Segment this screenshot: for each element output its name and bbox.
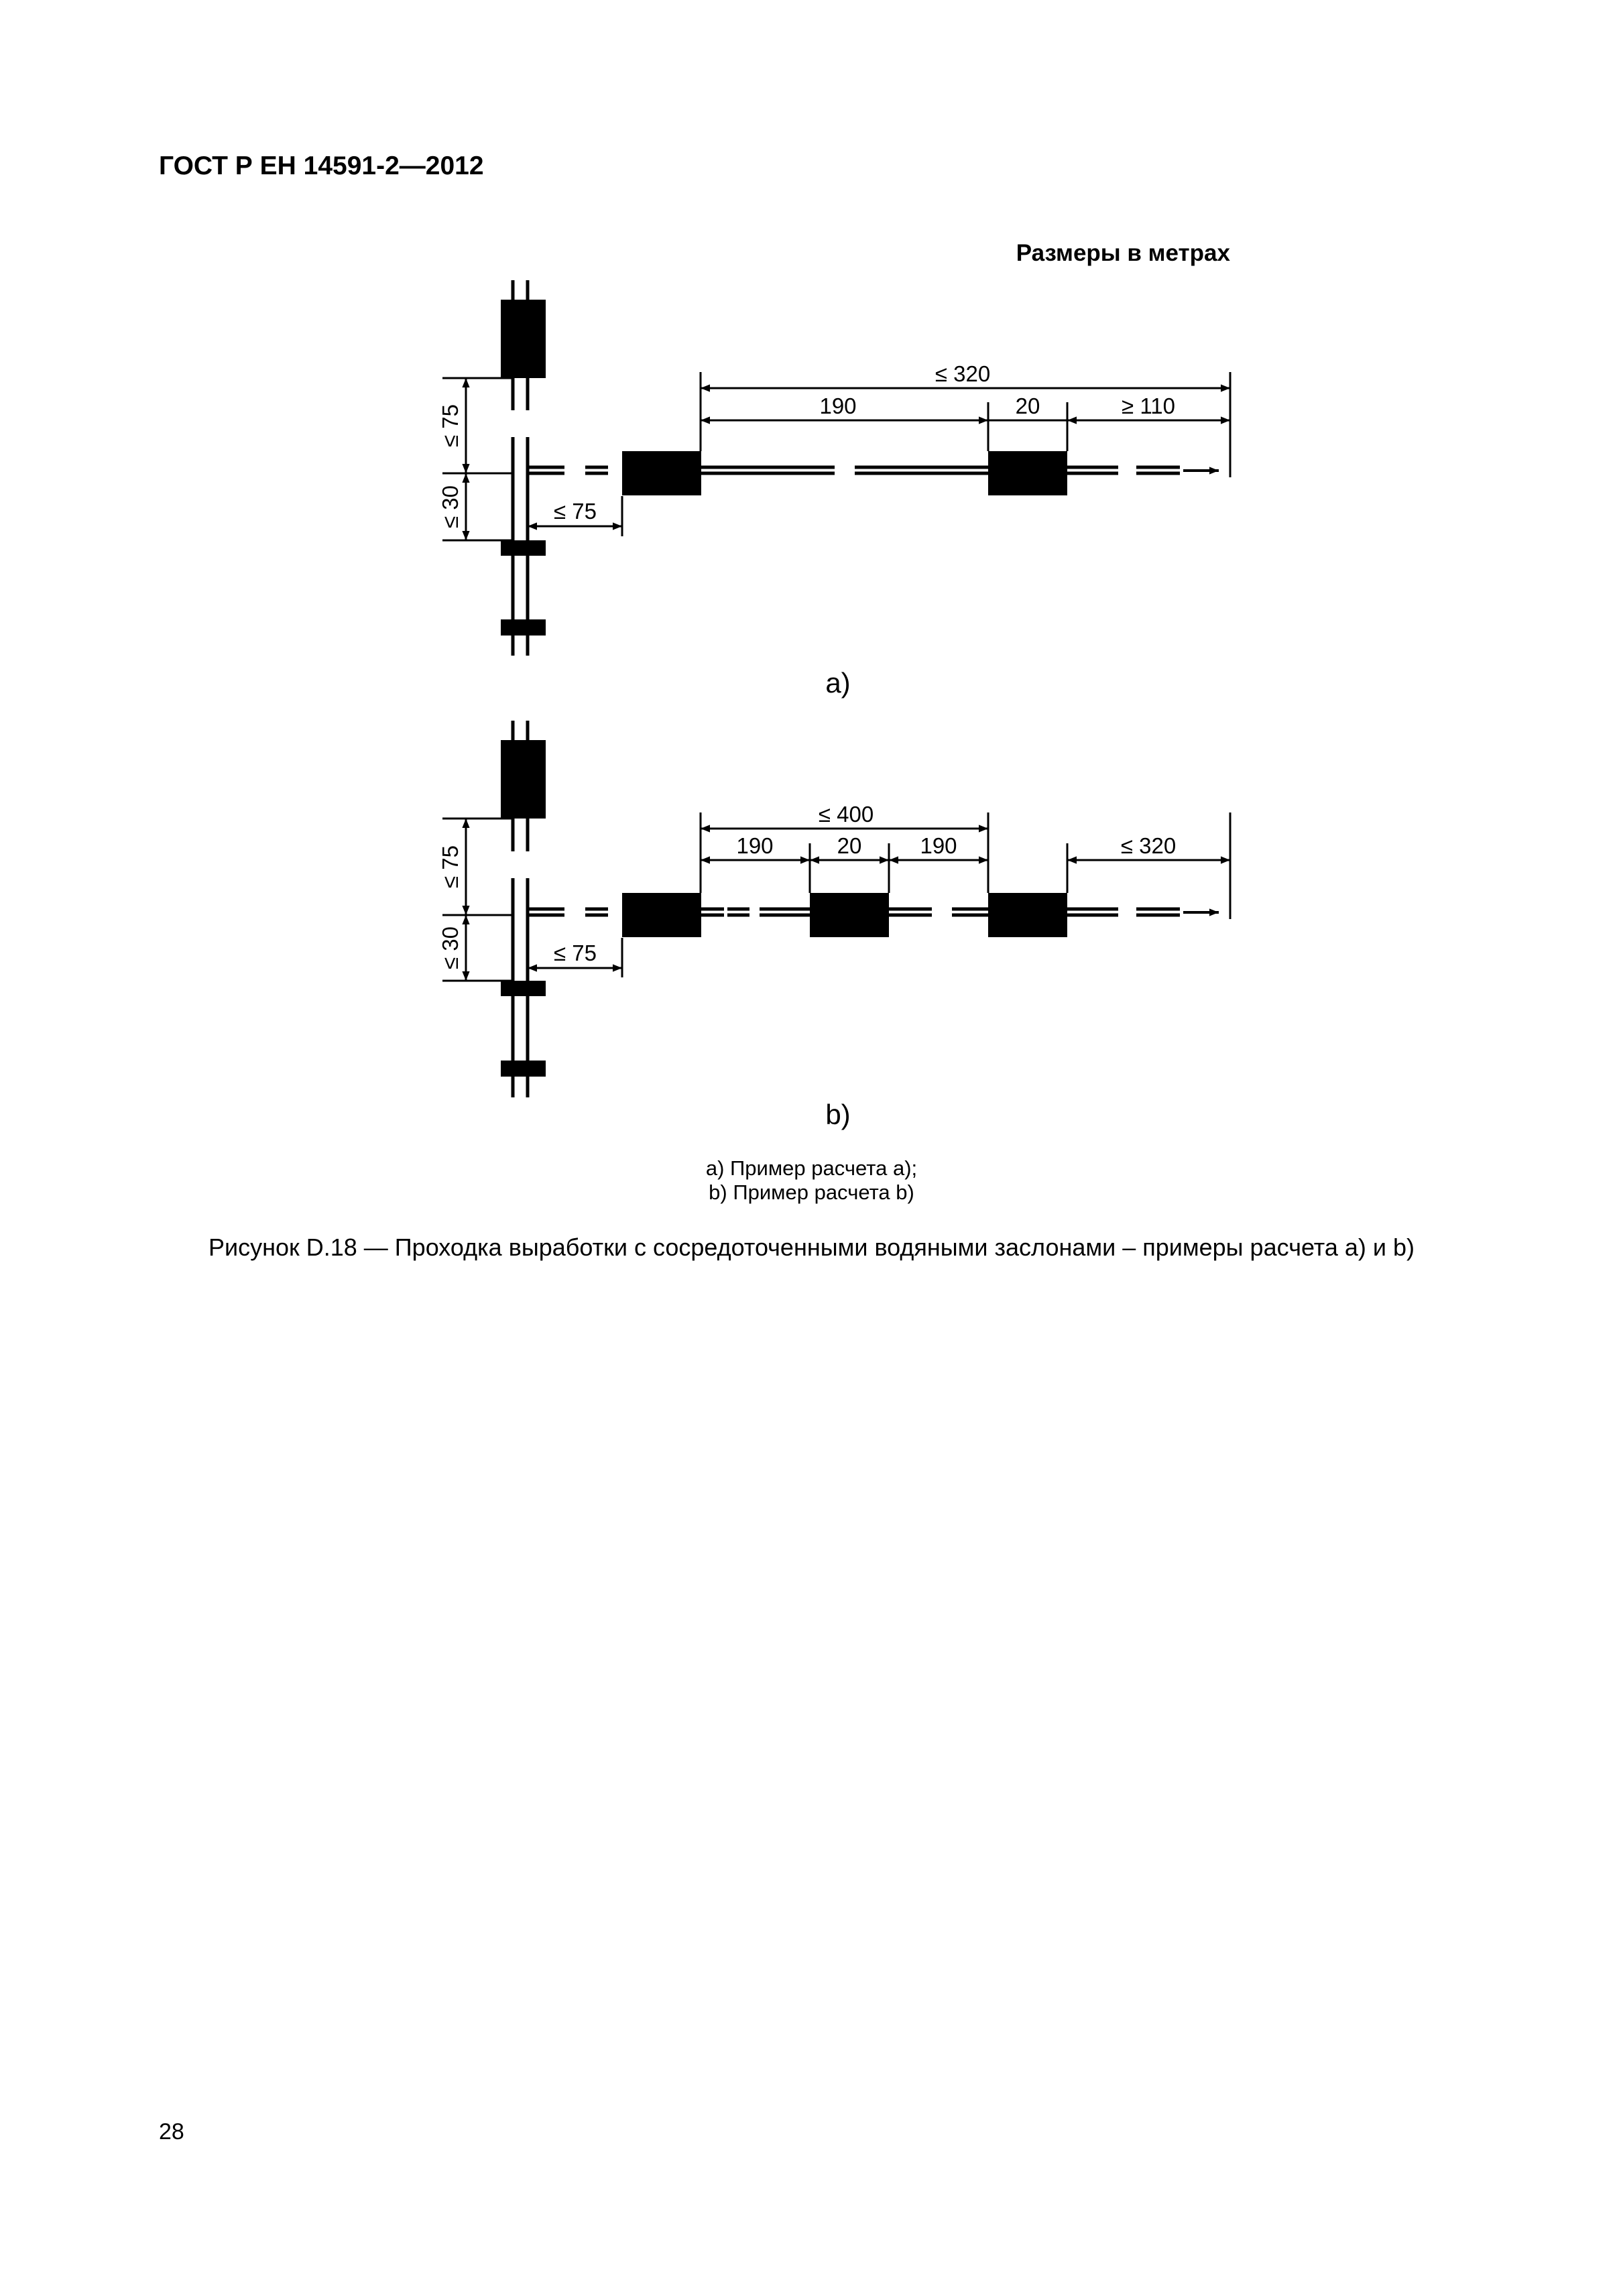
figure-b-water-barrier-drift-3	[988, 893, 1067, 937]
figure-b-water-barrier-main-bottom	[501, 1061, 546, 1077]
figure-a-water-barrier-drift-1	[622, 451, 701, 495]
figure-b-water-barrier-main-upper	[501, 740, 546, 819]
figure-b-dim-190-right-label: 190	[920, 833, 957, 858]
figure-b-dim-horiz-label: ≤ 75	[554, 941, 597, 965]
figure-b-dim-total-label: ≤ 400	[818, 802, 874, 827]
figure-b-water-barrier-drift-1	[622, 893, 701, 937]
figure-b-dim-vert-upper-label: ≤ 75	[438, 845, 463, 888]
figure-a-dim-tail-label: ≥ 110	[1122, 394, 1175, 418]
caption-line-a: а) Пример расчета а);	[705, 1156, 918, 1180]
figure-a-dim-vert-lower-label: ≤ 30	[438, 485, 463, 528]
page-number: 28	[159, 2119, 184, 2144]
figure-title: Рисунок D.18 — Проходка выработки с сосредоточенными водяными заслонами – примеры расчета а) и b)	[208, 1233, 1415, 1261]
caption-line-b: b) Пример расчета b)	[709, 1181, 914, 1204]
figure-a-water-barrier-main-lower	[501, 540, 546, 556]
figure-a-dim-vert-upper-label: ≤ 75	[438, 404, 463, 447]
figure-a-water-barrier-drift-2	[988, 451, 1067, 495]
figure-b-dim-tail-label: ≤ 320	[1120, 833, 1177, 858]
document-number: ГОСТ Р ЕН 14591-2—2012	[159, 152, 484, 180]
figure-b-drawing	[438, 721, 1230, 1130]
figure-b-label: b)	[825, 1099, 851, 1130]
figure-a-water-barrier-main-bottom	[501, 619, 546, 636]
figure-b-dim-20-label: 20	[837, 833, 862, 858]
figure-a-label: a)	[825, 667, 851, 699]
units-note: Размеры в метрах	[1016, 240, 1230, 266]
figure-b-dim-vert-lower-label: ≤ 30	[438, 926, 463, 969]
figure-a-dim-190-label: 190	[819, 394, 857, 418]
figure-b-dim-190-left-label: 190	[736, 833, 774, 858]
figure-a-dim-total-label: ≤ 320	[935, 361, 991, 386]
figure-a-water-barrier-main-upper	[501, 300, 546, 378]
figure-a-drawing	[438, 280, 1230, 699]
figure-a-dim-horiz-label: ≤ 75	[554, 499, 597, 524]
figure-a-dim-20-label: 20	[1015, 394, 1040, 418]
figure-b-water-barrier-drift-2	[810, 893, 889, 937]
figure-b-water-barrier-main-lower	[501, 981, 546, 996]
